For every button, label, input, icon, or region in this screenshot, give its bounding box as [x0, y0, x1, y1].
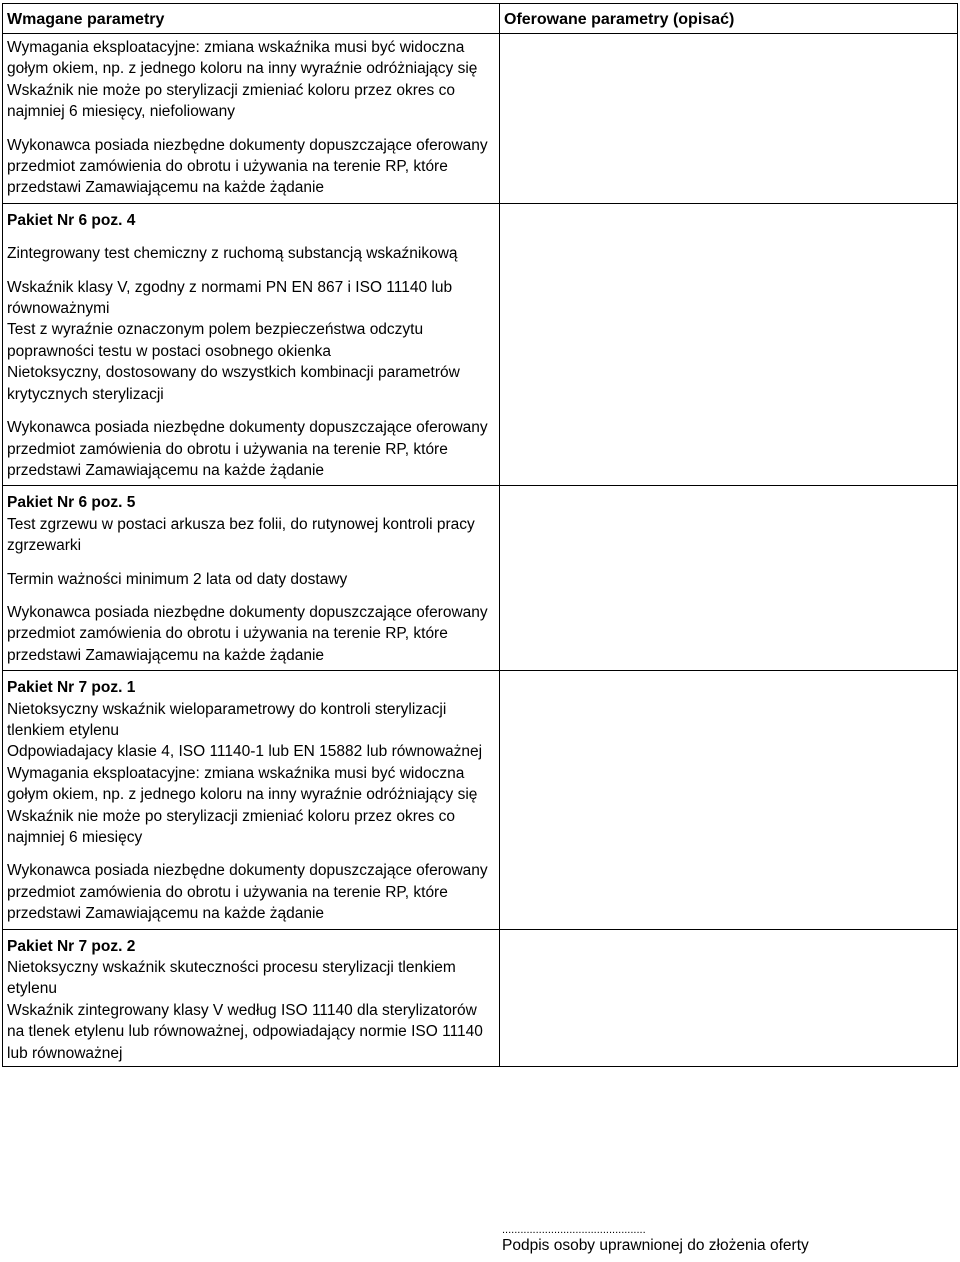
- docs-note: Wykonawca posiada niezbędne dokumenty dopuszczające oferowany przedmiot zamówienia do obrotu i używania na terenie RP, które przedstawi Zamawiającemu na każde żądanie: [7, 603, 488, 664]
- docs-note: Wykonawca posiada niezbędne dokumenty dopuszczające oferowany przedmiot zamówienia do obrotu i używania na terenie RP, które przedstawi Zamawiającemu na każde żądanie: [7, 862, 488, 923]
- section-intro: Zintegrowany test chemiczny z ruchomą substancją wskaźnikową: [7, 245, 458, 263]
- required-cell: [3, 203, 500, 485]
- offered-cell[interactable]: [500, 486, 958, 671]
- docs-note: Wykonawca posiada niezbędne dokumenty dopuszczające oferowany przedmiot zamówienia do obrotu i używania na terenie RP, które przedstawi Zamawiającemu na każde żądanie: [7, 136, 488, 197]
- table-row: [3, 671, 958, 929]
- requirement-text: Termin ważności minimum 2 lata od daty dostawy: [7, 570, 348, 588]
- header-required-cell: [3, 4, 500, 34]
- header-offered-cell: [500, 4, 958, 34]
- requirement-text: Wskaźnik nie może po sterylizacji zmieniać koloru przez okres co najmniej 6 miesięcy, niefoliowany: [7, 81, 455, 121]
- signature-caption: Podpis osoby uprawnionej do złożenia oferty: [502, 1237, 809, 1254]
- requirement-text: Nietoksyczny, dostosowany do wszystkich kombinacji parametrów krytycznych sterylizacji: [7, 364, 460, 403]
- requirement-text: Wymagania eksploatacyjne: zmiana wskaźnika musi być widoczna gołym okiem, np. z jednego koloru na inny wyraźnie odróżniający się: [7, 764, 478, 804]
- header-required-label: Wmagane parametry: [7, 11, 165, 28]
- table-row: [3, 486, 958, 671]
- offered-cell[interactable]: [500, 34, 958, 204]
- requirement-text: Odpowiadajacy klasie 4, ISO 11140-1 lub EN 15882 lub równoważnej: [7, 743, 483, 761]
- requirement-text: Wskaźnik klasy V, zgodny z normami PN EN 867 i ISO 11140 lub równoważnymi: [7, 278, 453, 318]
- table-row: [3, 929, 958, 1066]
- docs-note: Wykonawca posiada niezbędne dokumenty dopuszczające oferowany przedmiot zamówienia do obrotu i używania na terenie RP, które przedstawi Zamawiającemu na każde żądanie: [7, 419, 488, 479]
- requirement-text: Wskaźnik zintegrowany klasy V według ISO 11140 dla sterylizatorów na tlenek etylenu lub równoważnej, odpowiadający normie ISO 11140 lub równoważnej: [7, 1001, 483, 1062]
- section-title: Pakiet Nr 6 poz. 4: [7, 211, 136, 229]
- required-cell: [3, 929, 500, 1066]
- requirement-text: Test zgrzewu w postaci arkusza bez folii, do rutynowej kontroli pracy zgrzewarki: [7, 515, 475, 555]
- requirement-text: Wskaźnik nie może po sterylizacji zmieniać koloru przez okres co najmniej 6 miesięcy: [7, 807, 455, 846]
- required-cell: [3, 486, 500, 671]
- requirement-text: Nietoksyczny wskaźnik skuteczności procesu sterylizacji tlenkiem etylenu: [7, 959, 456, 998]
- requirement-text: Wymagania eksploatacyjne: zmiana wskaźnika musi być widoczna gołym okiem, np. z jednego koloru na inny wyraźnie odróżniający się: [7, 39, 478, 78]
- signature-block: [502, 1224, 809, 1256]
- header-offered-label: Oferowane parametry (opisać): [504, 11, 735, 28]
- requirement-text: Test z wyraźnie oznaczonym polem bezpieczeństwa odczytu poprawności testu w postaci osobnego okienka: [7, 321, 424, 360]
- required-cell: [3, 34, 500, 204]
- table-header-row: [3, 4, 958, 34]
- offered-cell[interactable]: [500, 671, 958, 929]
- section-title: Pakiet Nr 7 poz. 2: [7, 937, 136, 955]
- signature-dots: ...............................................: [502, 1224, 646, 1236]
- section-title: Pakiet Nr 7 poz. 1: [7, 679, 136, 697]
- parameters-table: [2, 3, 958, 1067]
- table-row: [3, 34, 958, 204]
- requirement-text: Nietoksyczny wskaźnik wieloparametrowy do kontroli sterylizacji tlenkiem etylenu: [7, 700, 447, 739]
- section-title: Pakiet Nr 6 poz. 5: [7, 494, 136, 512]
- offered-cell[interactable]: [500, 203, 958, 485]
- offered-cell[interactable]: [500, 929, 958, 1066]
- table-row: [3, 203, 958, 485]
- required-cell: [3, 671, 500, 929]
